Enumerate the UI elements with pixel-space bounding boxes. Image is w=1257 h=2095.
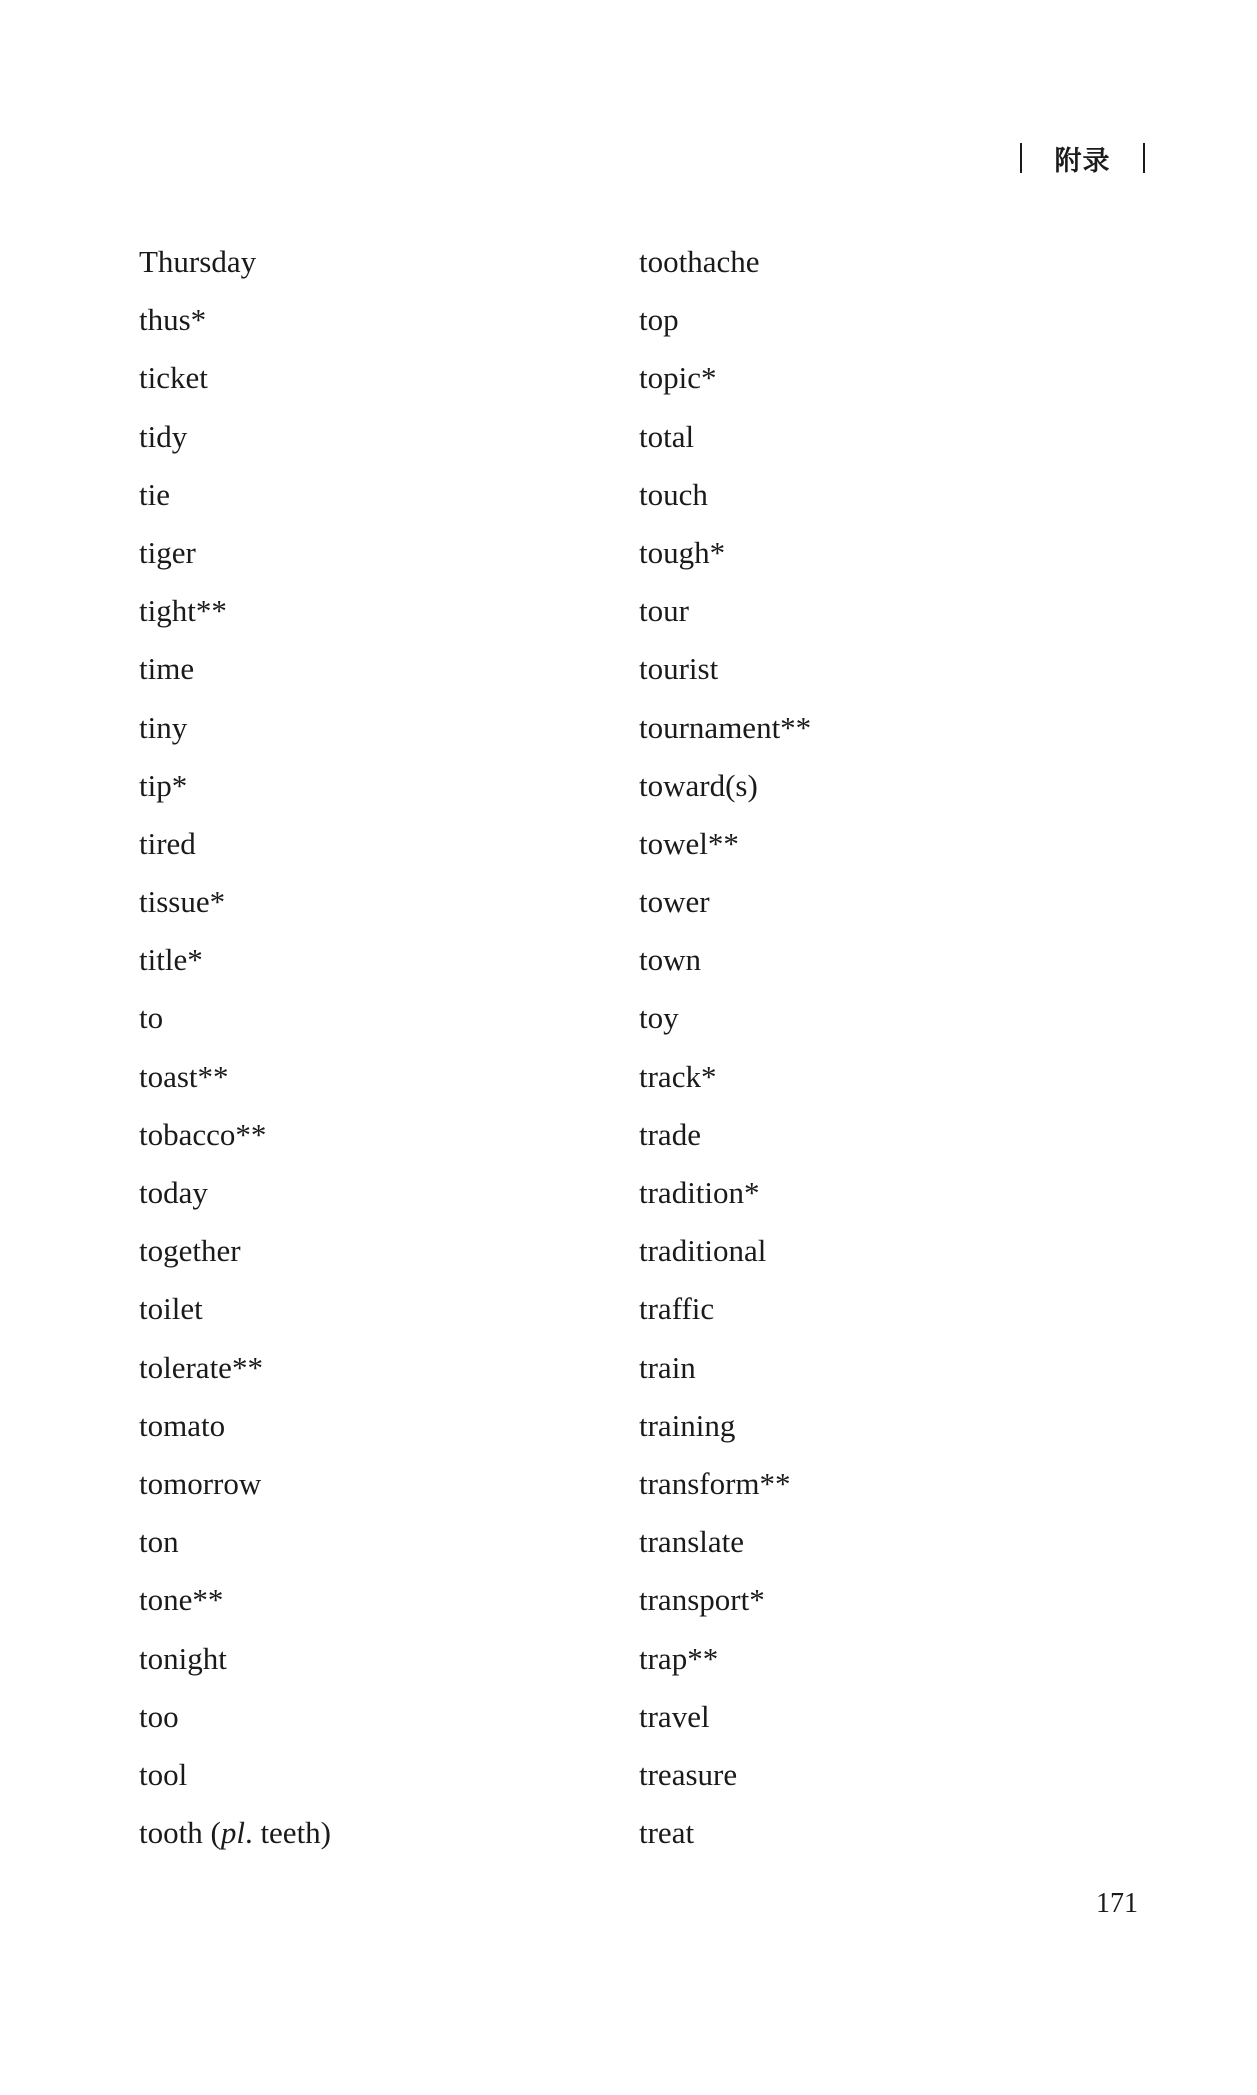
word-text: toward(s): [639, 767, 758, 803]
word-text: tidy: [139, 418, 188, 454]
word-entry: [139, 471, 639, 529]
word-text: tower: [639, 884, 710, 920]
word-text: too: [139, 1698, 179, 1734]
word-text: traffic: [639, 1291, 715, 1327]
word-entry: [139, 1402, 639, 1460]
word-entry: [639, 1169, 1139, 1227]
word-text: tone**: [139, 1582, 224, 1618]
word-text: Thursday: [139, 244, 257, 279]
word-text: transform**: [639, 1465, 791, 1501]
word-text: time: [139, 651, 195, 687]
word-text: tooth (: [139, 1815, 221, 1851]
word-entry: [139, 354, 639, 412]
word-text: tradition*: [639, 1175, 760, 1210]
word-text: tonight: [139, 1640, 227, 1676]
word-entry: [139, 529, 639, 587]
word-entry: [139, 1227, 639, 1285]
word-entry: [139, 587, 639, 645]
word-text: toilet: [139, 1291, 203, 1327]
word-abbreviation: pl: [220, 1815, 245, 1851]
word-entry: [639, 354, 1139, 412]
word-entry: [639, 878, 1139, 936]
word-entry: [639, 413, 1139, 471]
word-text: tiny: [139, 709, 188, 745]
word-text: top: [639, 302, 679, 338]
word-entry: [139, 1344, 639, 1402]
word-entry: [639, 1460, 1139, 1518]
word-text: traditional: [639, 1233, 767, 1269]
word-entry: [139, 1576, 639, 1634]
word-text: toothache: [639, 244, 760, 279]
word-entry: [639, 471, 1139, 529]
word-entry: [139, 413, 639, 471]
word-entry: [139, 820, 639, 878]
word-entry: [639, 1809, 1139, 1867]
word-text: transport*: [639, 1582, 765, 1618]
word-text: tough*: [639, 534, 726, 570]
header-title: 附录: [1054, 145, 1111, 177]
word-text: tie: [139, 476, 170, 512]
word-entry: [139, 1635, 639, 1693]
word-text: tolerate**: [139, 1349, 263, 1385]
word-list-left-column: [139, 238, 639, 1867]
word-entry: [139, 1460, 639, 1518]
word-text: tomato: [139, 1407, 226, 1443]
word-text: tired: [139, 825, 196, 861]
word-entry: [139, 762, 639, 820]
word-text: ticket: [139, 360, 208, 396]
word-entry: [139, 1693, 639, 1751]
word-entry: [139, 1751, 639, 1809]
word-entry: [639, 587, 1139, 645]
word-entry: [139, 645, 639, 703]
word-text: touch: [639, 476, 708, 512]
word-entry: [639, 1344, 1139, 1402]
word-entry: [639, 645, 1139, 703]
word-text: trap**: [639, 1640, 719, 1676]
word-text: total: [639, 418, 695, 454]
word-entry: [639, 1402, 1139, 1460]
word-text: tobacco**: [139, 1116, 267, 1152]
running-header: [1020, 138, 1145, 178]
word-text: toy: [639, 1000, 679, 1036]
word-text: together: [139, 1233, 241, 1269]
word-entry: [639, 1751, 1139, 1809]
word-entry: [639, 1111, 1139, 1169]
word-text: treasure: [639, 1756, 738, 1792]
word-entry: [639, 1285, 1139, 1343]
word-list-right-column: [639, 238, 1139, 1867]
word-entry: [139, 704, 639, 762]
word-entry: [639, 529, 1139, 587]
word-text: town: [639, 942, 701, 978]
word-text: today: [139, 1175, 208, 1210]
word-list: [139, 238, 1139, 1867]
word-text: tissue*: [139, 884, 226, 920]
word-text: toast**: [139, 1058, 229, 1094]
word-entry: [639, 994, 1139, 1052]
word-text: travel: [639, 1698, 710, 1734]
word-text: thus*: [139, 302, 207, 338]
word-text: tourist: [639, 651, 719, 687]
word-text: tomorrow: [139, 1465, 262, 1501]
word-entry: [639, 1518, 1139, 1576]
word-entry: [139, 1111, 639, 1169]
word-text: track*: [639, 1058, 717, 1094]
word-entry: [639, 238, 1139, 296]
header-left-rule: [1020, 143, 1022, 173]
header-right-rule: [1143, 143, 1145, 173]
word-text: ton: [139, 1524, 179, 1560]
word-text: tiger: [139, 534, 196, 570]
word-text: training: [639, 1407, 736, 1443]
word-entry: [139, 1809, 639, 1867]
word-entry: [139, 1285, 639, 1343]
word-entry: [139, 296, 639, 354]
word-text: tip*: [139, 767, 188, 803]
word-text: translate: [639, 1524, 745, 1560]
word-text: treat: [639, 1815, 695, 1851]
word-text: tool: [139, 1756, 188, 1792]
word-entry: [139, 994, 639, 1052]
word-text: to: [139, 1000, 164, 1036]
word-text: tour: [639, 593, 689, 629]
word-entry: [639, 820, 1139, 878]
word-entry: [139, 1169, 639, 1227]
word-entry: [639, 762, 1139, 820]
word-entry: [639, 296, 1139, 354]
word-entry: [139, 238, 639, 296]
word-text: tight**: [139, 593, 227, 629]
word-entry: [639, 936, 1139, 994]
word-entry: [139, 878, 639, 936]
word-entry: [639, 1693, 1139, 1751]
word-text: title*: [139, 942, 203, 978]
word-text: topic*: [639, 360, 717, 396]
word-entry: [139, 936, 639, 994]
word-entry: [639, 1635, 1139, 1693]
word-entry: [639, 1053, 1139, 1111]
page-number: 171: [1096, 1888, 1138, 1919]
word-text: towel**: [639, 825, 739, 861]
word-entry: [639, 1576, 1139, 1634]
word-entry: [139, 1518, 639, 1576]
word-entry: [139, 1053, 639, 1111]
word-text: tournament**: [639, 709, 812, 745]
word-text: trade: [639, 1116, 701, 1152]
word-entry: [639, 1227, 1139, 1285]
word-suffix: . teeth): [244, 1815, 332, 1851]
word-text: train: [639, 1349, 696, 1385]
word-entry: [639, 704, 1139, 762]
